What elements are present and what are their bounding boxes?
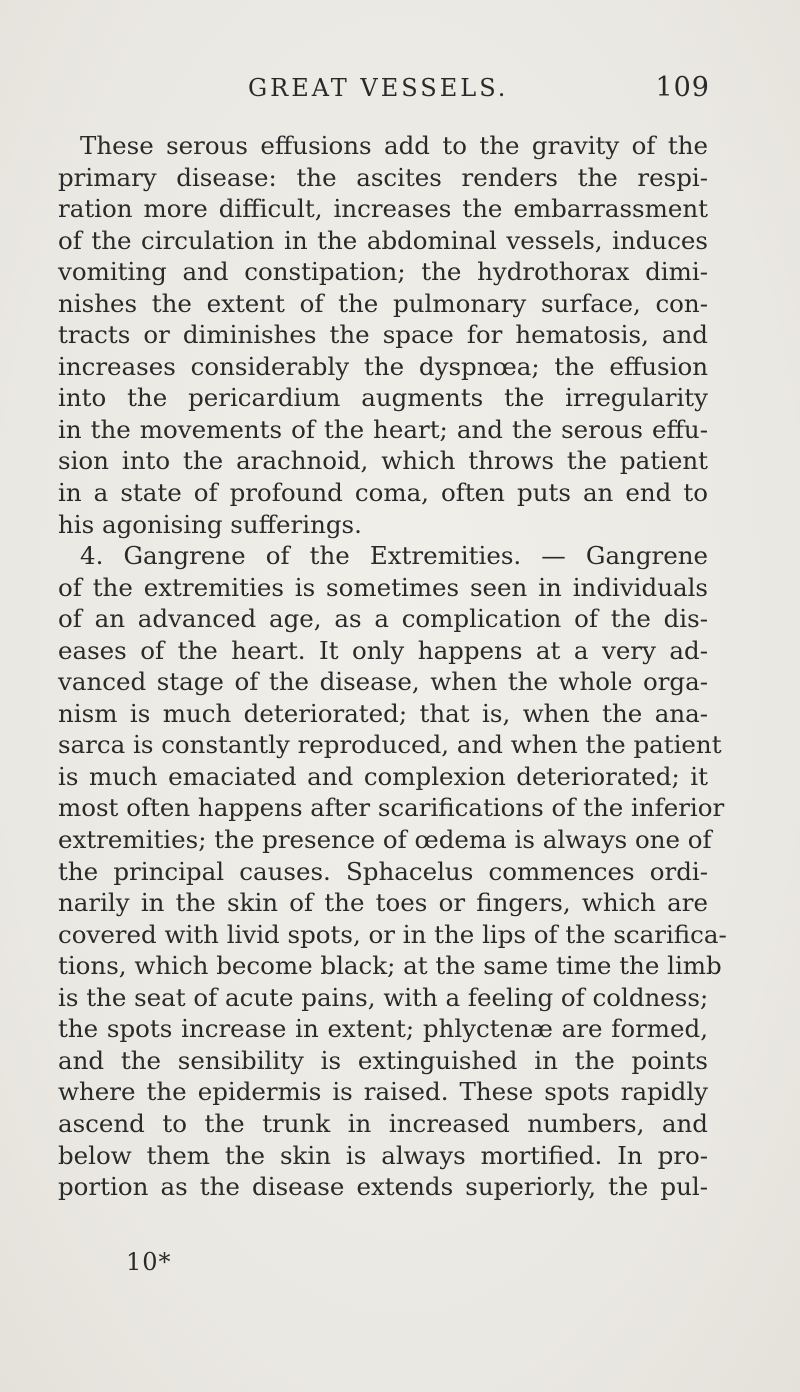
text-line: of an advanced age, as a complication of the dis-	[58, 604, 708, 634]
text-line: vomiting and constipation; the hydrothorax dimi-	[58, 257, 708, 287]
text-line: eases of the heart. It only happens at a very ad-	[58, 635, 708, 665]
signature-mark: 10*	[126, 1248, 172, 1276]
text-line: is the seat of acute pains, with a feeling of coldness;	[58, 982, 709, 1012]
text-line: narily in the skin of the toes or fingers, which are	[58, 888, 708, 918]
text-line: his agonising sufferings.	[58, 509, 362, 539]
text-line: nishes the extent of the pulmonary surface, con-	[58, 288, 708, 318]
text-line: sarca is constantly reproduced, and when the patient	[58, 730, 722, 760]
text-line: portion as the disease extends superiorly, the pul-	[58, 1172, 708, 1202]
text-line: nism is much deteriorated; that is, when the ana-	[58, 698, 708, 728]
page-header	[0, 74, 800, 114]
text-line: the principal causes. Sphacelus commences ordi-	[58, 856, 708, 886]
body-text	[58, 130, 727, 1203]
text-line: of the circulation in the abdominal vessels, induces	[58, 225, 708, 255]
text-line: ascend to the trunk in increased numbers, and	[58, 1108, 708, 1138]
text-line: extremities; the presence of œdema is always one of	[58, 825, 712, 855]
text-line: vanced stage of the disease, when the whole orga-	[58, 667, 708, 697]
text-line: where the epidermis is raised. These spots rapidly	[58, 1077, 708, 1107]
text-line: tions, which become black; at the same time the limb	[58, 951, 722, 981]
text-line: and the sensibility is extinguished in the points	[58, 1045, 708, 1075]
text-line: ration more difficult, increases the embarrassment	[58, 194, 708, 224]
text-line: tracts or diminishes the space for hematosis, and	[58, 320, 708, 350]
text-line: below them the skin is always mortified. In pro-	[58, 1140, 708, 1170]
text-line: of the extremities is sometimes seen in individuals	[58, 572, 708, 602]
text-line: covered with livid spots, or in the lips of the scarifica-	[58, 919, 727, 949]
section-heading-line: 4. Gangrene of the Extremities. — Gangrene	[80, 541, 708, 571]
text-line: is much emaciated and complexion deteriorated; it	[58, 761, 708, 791]
page-number: 109	[655, 72, 710, 103]
text-line: in the movements of the heart; and the serous effu-	[58, 414, 708, 444]
text-line: primary disease: the ascites renders the respi-	[58, 162, 708, 192]
text-line: most often happens after scarifications of the inferior	[58, 793, 725, 823]
text-line: into the pericardium augments the irregularity	[58, 383, 708, 413]
text-line: These serous effusions add to the gravity of the	[80, 131, 708, 160]
running-title: GREAT VESSELS.	[248, 74, 509, 102]
text-line: increases considerably the dyspnœa; the effusion	[58, 351, 708, 381]
text-line: the spots increase in extent; phlyctenæ are formed,	[58, 1014, 708, 1044]
text-line: sion into the arachnoid, which throws the patient	[58, 446, 708, 476]
text-line: in a state of profound coma, often puts an end to	[58, 478, 708, 508]
